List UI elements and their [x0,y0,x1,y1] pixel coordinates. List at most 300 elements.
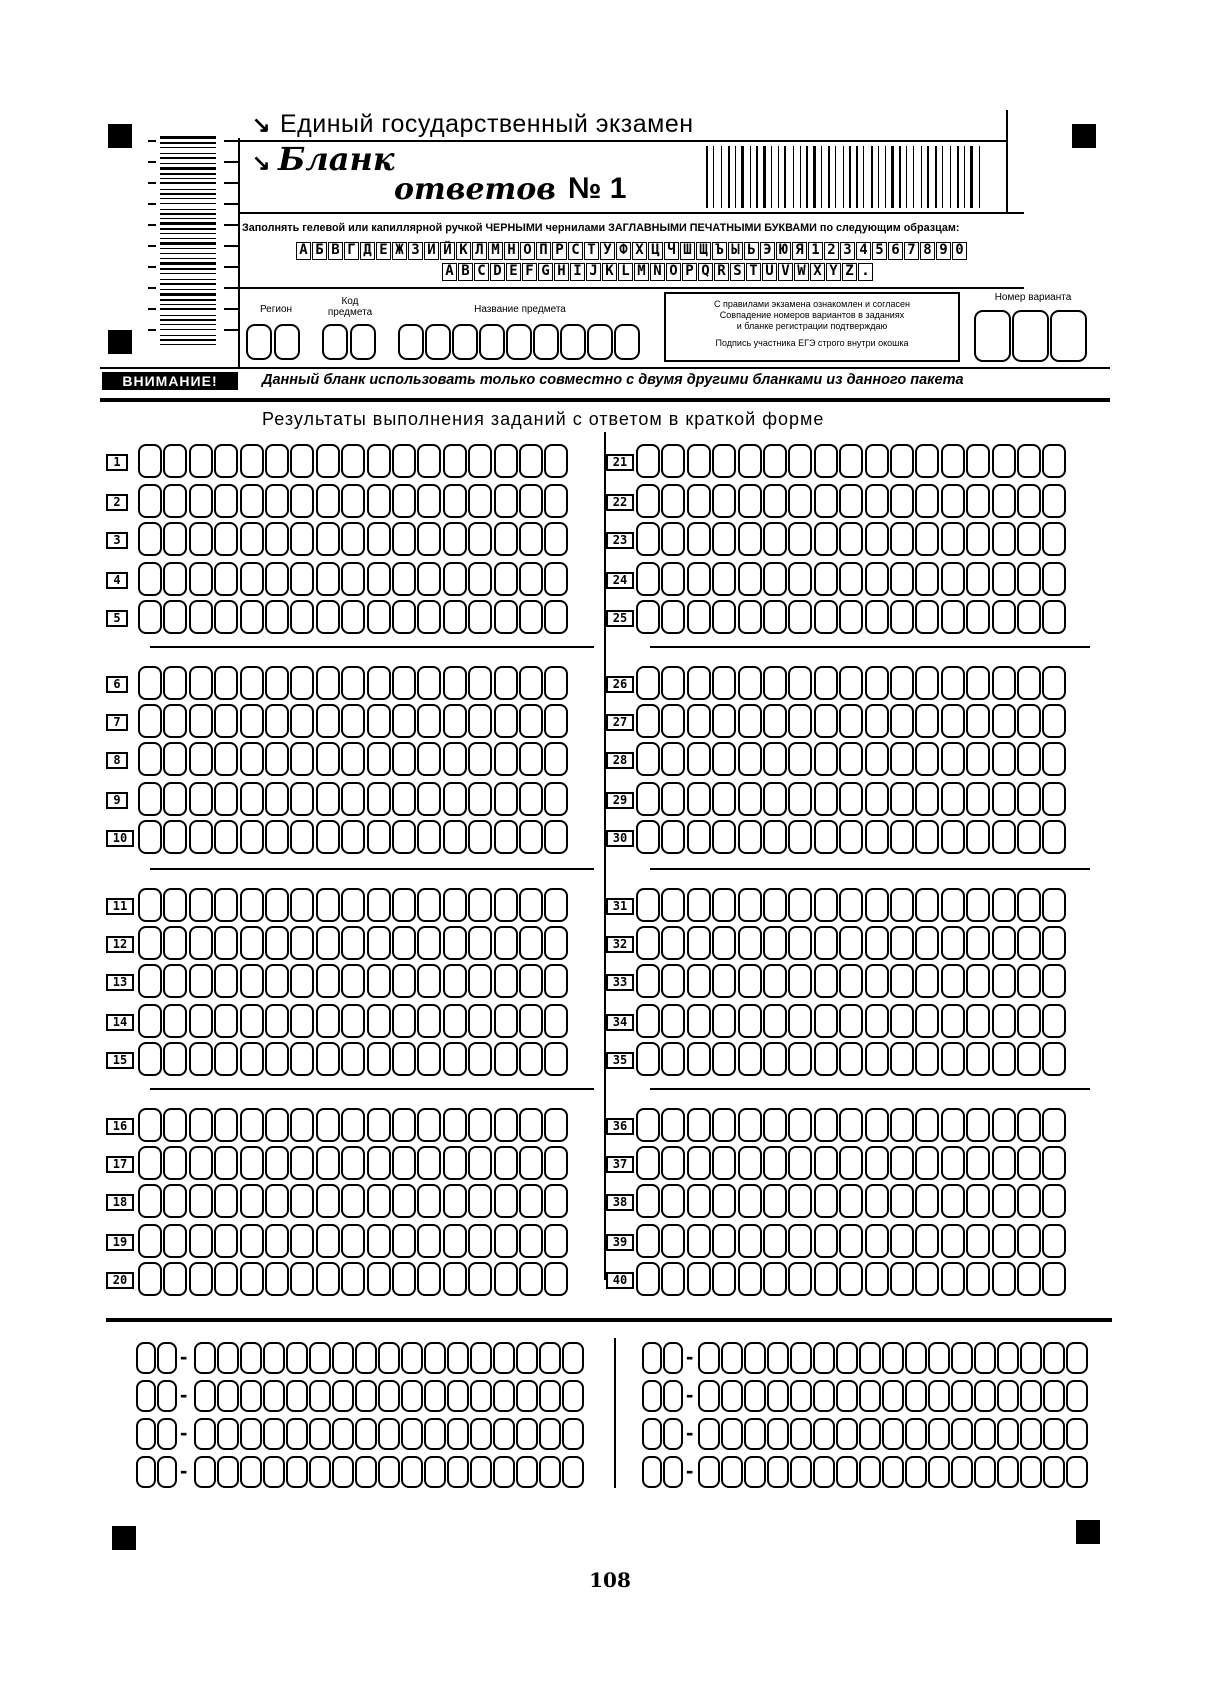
answer-cell[interactable] [712,444,736,478]
answer-cell[interactable] [992,666,1016,700]
answer-cell[interactable] [341,1262,365,1296]
answer-cell[interactable] [367,1108,391,1142]
answer-cell[interactable] [1042,444,1066,478]
answer-cell[interactable] [865,444,889,478]
answer-cell[interactable] [443,1224,467,1258]
replacement-answer-cell[interactable] [836,1456,858,1488]
replacement-answer-cell[interactable] [447,1456,469,1488]
answer-cell[interactable] [290,666,314,700]
answer-cell[interactable] [865,1146,889,1180]
answer-cell[interactable] [138,1042,162,1076]
replacement-answer-cell[interactable] [997,1342,1019,1374]
answer-cell[interactable] [494,444,518,478]
replacement-answer-cell[interactable] [1043,1456,1065,1488]
answer-cell[interactable] [738,444,762,478]
answer-cell[interactable] [189,1262,213,1296]
answer-cell[interactable] [519,888,543,922]
replacement-task-cell[interactable] [157,1380,177,1412]
replacement-answer-cell[interactable] [309,1456,331,1488]
answer-cell[interactable] [763,926,787,960]
answer-cell[interactable] [417,1184,441,1218]
answer-cell[interactable] [494,926,518,960]
replacement-answer-cell[interactable] [928,1418,950,1450]
answer-cell[interactable] [788,888,812,922]
answer-cell[interactable] [1017,1184,1041,1218]
answer-cell[interactable] [1042,742,1066,776]
answer-cell[interactable] [341,1108,365,1142]
answer-cell[interactable] [214,742,238,776]
answer-cell[interactable] [890,964,914,998]
answer-cell[interactable] [763,484,787,518]
replacement-answer-cell[interactable] [905,1380,927,1412]
answer-cell[interactable] [966,562,990,596]
answer-cell[interactable] [189,1184,213,1218]
answer-cell[interactable] [636,964,660,998]
answer-cell[interactable] [443,964,467,998]
answer-cell[interactable] [738,522,762,556]
answer-cell[interactable] [763,1184,787,1218]
answer-cell[interactable] [788,666,812,700]
answer-cell[interactable] [392,1146,416,1180]
answer-cell[interactable] [392,1004,416,1038]
answer-cell[interactable] [788,926,812,960]
replacement-answer-cell[interactable] [539,1456,561,1488]
answer-cell[interactable] [966,926,990,960]
answer-cell[interactable] [443,1184,467,1218]
answer-cell[interactable] [443,888,467,922]
answer-cell[interactable] [966,600,990,634]
answer-cell[interactable] [417,926,441,960]
answer-cell[interactable] [468,1224,492,1258]
answer-cell[interactable] [814,600,838,634]
answer-cell[interactable] [839,1108,863,1142]
answer-cell[interactable] [189,964,213,998]
answer-cell[interactable] [240,484,264,518]
answer-cell[interactable] [443,562,467,596]
answer-cell[interactable] [1017,1108,1041,1142]
answer-cell[interactable] [788,820,812,854]
answer-cell[interactable] [636,600,660,634]
answer-cell[interactable] [544,1262,568,1296]
answer-cell[interactable] [992,484,1016,518]
replacement-answer-cell[interactable] [1020,1456,1042,1488]
replacement-answer-cell[interactable] [516,1342,538,1374]
answer-cell[interactable] [865,484,889,518]
replacement-answer-cell[interactable] [767,1418,789,1450]
replacement-answer-cell[interactable] [217,1380,239,1412]
answer-cell[interactable] [544,522,568,556]
answer-cell[interactable] [712,888,736,922]
answer-cell[interactable] [636,562,660,596]
answer-cell[interactable] [839,704,863,738]
answer-cell[interactable] [788,1146,812,1180]
answer-cell[interactable] [367,1184,391,1218]
answer-cell[interactable] [240,782,264,816]
answer-cell[interactable] [468,1146,492,1180]
subject-name-cell[interactable] [614,324,640,360]
replacement-answer-cell[interactable] [928,1456,950,1488]
answer-cell[interactable] [214,1004,238,1038]
replacement-answer-cell[interactable] [286,1380,308,1412]
answer-cell[interactable] [214,600,238,634]
answer-cell[interactable] [214,704,238,738]
answer-cell[interactable] [941,600,965,634]
replacement-answer-cell[interactable] [744,1380,766,1412]
answer-cell[interactable] [214,820,238,854]
replacement-answer-cell[interactable] [790,1342,812,1374]
answer-cell[interactable] [544,742,568,776]
answer-cell[interactable] [636,820,660,854]
answer-cell[interactable] [712,964,736,998]
answer-cell[interactable] [915,782,939,816]
answer-cell[interactable] [163,1108,187,1142]
answer-cell[interactable] [915,562,939,596]
answer-cell[interactable] [915,1224,939,1258]
replacement-answer-cell[interactable] [447,1380,469,1412]
replacement-answer-cell[interactable] [424,1342,446,1374]
answer-cell[interactable] [138,742,162,776]
answer-cell[interactable] [788,484,812,518]
replacement-task-cell[interactable] [136,1418,156,1450]
answer-cell[interactable] [443,1004,467,1038]
answer-cell[interactable] [1017,522,1041,556]
answer-cell[interactable] [1042,888,1066,922]
answer-cell[interactable] [214,1262,238,1296]
answer-cell[interactable] [1017,484,1041,518]
replacement-answer-cell[interactable] [698,1456,720,1488]
answer-cell[interactable] [417,888,441,922]
answer-cell[interactable] [890,704,914,738]
answer-cell[interactable] [738,484,762,518]
answer-cell[interactable] [636,926,660,960]
answer-cell[interactable] [290,820,314,854]
replacement-answer-cell[interactable] [767,1380,789,1412]
answer-cell[interactable] [316,888,340,922]
answer-cell[interactable] [839,666,863,700]
answer-cell[interactable] [992,1224,1016,1258]
answer-cell[interactable] [163,1042,187,1076]
replacement-answer-cell[interactable] [1020,1342,1042,1374]
answer-cell[interactable] [992,926,1016,960]
answer-cell[interactable] [214,1224,238,1258]
answer-cell[interactable] [417,522,441,556]
answer-cell[interactable] [341,926,365,960]
answer-cell[interactable] [788,1184,812,1218]
answer-cell[interactable] [941,1262,965,1296]
replacement-answer-cell[interactable] [790,1380,812,1412]
answer-cell[interactable] [544,820,568,854]
answer-cell[interactable] [966,888,990,922]
answer-cell[interactable] [341,1224,365,1258]
answer-cell[interactable] [290,1146,314,1180]
answer-cell[interactable] [788,1108,812,1142]
answer-cell[interactable] [138,562,162,596]
answer-cell[interactable] [890,600,914,634]
answer-cell[interactable] [992,1108,1016,1142]
answer-cell[interactable] [189,926,213,960]
answer-cell[interactable] [992,742,1016,776]
answer-cell[interactable] [1042,704,1066,738]
answer-cell[interactable] [265,742,289,776]
answer-cell[interactable] [189,742,213,776]
answer-cell[interactable] [468,484,492,518]
answer-cell[interactable] [763,1042,787,1076]
answer-cell[interactable] [189,1042,213,1076]
subject-name-cell[interactable] [425,324,451,360]
answer-cell[interactable] [738,600,762,634]
answer-cell[interactable] [189,704,213,738]
answer-cell[interactable] [189,444,213,478]
replacement-answer-cell[interactable] [698,1342,720,1374]
replacement-answer-cell[interactable] [1066,1418,1088,1450]
answer-cell[interactable] [417,742,441,776]
answer-cell[interactable] [367,1004,391,1038]
replacement-task-cell[interactable] [663,1342,683,1374]
answer-cell[interactable] [687,1224,711,1258]
answer-cell[interactable] [636,1262,660,1296]
answer-cell[interactable] [636,484,660,518]
answer-cell[interactable] [814,888,838,922]
replacement-answer-cell[interactable] [928,1380,950,1412]
answer-cell[interactable] [544,704,568,738]
answer-cell[interactable] [189,522,213,556]
answer-cell[interactable] [367,1262,391,1296]
answer-cell[interactable] [443,1262,467,1296]
answer-cell[interactable] [392,782,416,816]
answer-cell[interactable] [138,704,162,738]
answer-cell[interactable] [494,964,518,998]
answer-cell[interactable] [341,704,365,738]
answer-cell[interactable] [443,820,467,854]
answer-cell[interactable] [290,1262,314,1296]
answer-cell[interactable] [316,444,340,478]
answer-cell[interactable] [189,888,213,922]
answer-cell[interactable] [763,742,787,776]
replacement-task-cell[interactable] [642,1456,662,1488]
answer-cell[interactable] [839,964,863,998]
answer-cell[interactable] [661,444,685,478]
answer-cell[interactable] [316,1224,340,1258]
answer-cell[interactable] [941,1146,965,1180]
answer-cell[interactable] [738,1262,762,1296]
answer-cell[interactable] [941,1108,965,1142]
answer-cell[interactable] [290,1004,314,1038]
replacement-answer-cell[interactable] [859,1380,881,1412]
answer-cell[interactable] [738,1184,762,1218]
replacement-answer-cell[interactable] [263,1380,285,1412]
answer-cell[interactable] [417,562,441,596]
subject-name-cell[interactable] [398,324,424,360]
replacement-answer-cell[interactable] [470,1418,492,1450]
answer-cell[interactable] [839,562,863,596]
replacement-task-cell[interactable] [136,1380,156,1412]
answer-cell[interactable] [1042,1108,1066,1142]
answer-cell[interactable] [290,522,314,556]
answer-cell[interactable] [738,742,762,776]
answer-cell[interactable] [443,782,467,816]
answer-cell[interactable] [316,782,340,816]
answer-cell[interactable] [316,1146,340,1180]
replacement-answer-cell[interactable] [974,1380,996,1412]
replacement-answer-cell[interactable] [1020,1418,1042,1450]
answer-cell[interactable] [519,742,543,776]
replacement-answer-cell[interactable] [470,1380,492,1412]
answer-cell[interactable] [966,444,990,478]
answer-cell[interactable] [544,964,568,998]
answer-cell[interactable] [468,742,492,776]
answer-cell[interactable] [544,562,568,596]
replacement-answer-cell[interactable] [539,1418,561,1450]
answer-cell[interactable] [468,522,492,556]
answer-cell[interactable] [138,444,162,478]
answer-cell[interactable] [1042,820,1066,854]
replacement-answer-cell[interactable] [882,1342,904,1374]
answer-cell[interactable] [214,1184,238,1218]
answer-cell[interactable] [1042,1004,1066,1038]
answer-cell[interactable] [763,888,787,922]
answer-cell[interactable] [687,1184,711,1218]
answer-cell[interactable] [992,964,1016,998]
answer-cell[interactable] [814,1108,838,1142]
answer-cell[interactable] [189,1224,213,1258]
answer-cell[interactable] [941,820,965,854]
answer-cell[interactable] [661,600,685,634]
answer-cell[interactable] [687,964,711,998]
answer-cell[interactable] [865,522,889,556]
replacement-answer-cell[interactable] [790,1456,812,1488]
answer-cell[interactable] [468,1108,492,1142]
answer-cell[interactable] [316,522,340,556]
answer-cell[interactable] [468,562,492,596]
answer-cell[interactable] [341,1004,365,1038]
answer-cell[interactable] [265,1108,289,1142]
answer-cell[interactable] [519,1224,543,1258]
replacement-answer-cell[interactable] [309,1418,331,1450]
answer-cell[interactable] [214,666,238,700]
answer-cell[interactable] [712,1184,736,1218]
answer-cell[interactable] [214,562,238,596]
answer-cell[interactable] [494,1262,518,1296]
answer-cell[interactable] [240,522,264,556]
answer-cell[interactable] [865,820,889,854]
subject-name-cell[interactable] [506,324,532,360]
answer-cell[interactable] [544,926,568,960]
answer-cell[interactable] [941,1042,965,1076]
replacement-answer-cell[interactable] [240,1418,262,1450]
answer-cell[interactable] [915,1146,939,1180]
answer-cell[interactable] [992,1042,1016,1076]
answer-cell[interactable] [839,820,863,854]
answer-cell[interactable] [417,820,441,854]
replacement-task-cell[interactable] [663,1380,683,1412]
replacement-answer-cell[interactable] [194,1342,216,1374]
answer-cell[interactable] [519,1146,543,1180]
answer-cell[interactable] [519,1004,543,1038]
answer-cell[interactable] [814,1262,838,1296]
answer-cell[interactable] [240,820,264,854]
answer-cell[interactable] [1042,1146,1066,1180]
answer-cell[interactable] [865,1108,889,1142]
answer-cell[interactable] [138,888,162,922]
answer-cell[interactable] [687,600,711,634]
answer-cell[interactable] [788,444,812,478]
answer-cell[interactable] [915,666,939,700]
answer-cell[interactable] [839,1004,863,1038]
replacement-answer-cell[interactable] [951,1456,973,1488]
answer-cell[interactable] [636,742,660,776]
answer-cell[interactable] [661,926,685,960]
variant-cell[interactable] [1050,310,1087,362]
answer-cell[interactable] [265,1146,289,1180]
answer-cell[interactable] [788,742,812,776]
answer-cell[interactable] [163,1262,187,1296]
answer-cell[interactable] [763,820,787,854]
answer-cell[interactable] [915,1184,939,1218]
answer-cell[interactable] [1042,782,1066,816]
replacement-answer-cell[interactable] [974,1456,996,1488]
answer-cell[interactable] [316,600,340,634]
answer-cell[interactable] [290,1224,314,1258]
answer-cell[interactable] [661,666,685,700]
replacement-answer-cell[interactable] [424,1380,446,1412]
answer-cell[interactable] [316,1108,340,1142]
answer-cell[interactable] [392,926,416,960]
answer-cell[interactable] [1017,742,1041,776]
answer-cell[interactable] [966,1262,990,1296]
replacement-answer-cell[interactable] [355,1380,377,1412]
answer-cell[interactable] [661,1224,685,1258]
answer-cell[interactable] [687,742,711,776]
answer-cell[interactable] [1042,484,1066,518]
answer-cell[interactable] [519,1042,543,1076]
replacement-answer-cell[interactable] [332,1380,354,1412]
answer-cell[interactable] [738,964,762,998]
answer-cell[interactable] [494,562,518,596]
answer-cell[interactable] [494,600,518,634]
answer-cell[interactable] [417,1224,441,1258]
answer-cell[interactable] [738,888,762,922]
answer-cell[interactable] [966,1004,990,1038]
answer-cell[interactable] [712,484,736,518]
replacement-answer-cell[interactable] [813,1380,835,1412]
answer-cell[interactable] [138,1004,162,1038]
answer-cell[interactable] [265,1184,289,1218]
answer-cell[interactable] [1017,926,1041,960]
answer-cell[interactable] [163,926,187,960]
answer-cell[interactable] [966,782,990,816]
answer-cell[interactable] [265,926,289,960]
answer-cell[interactable] [214,444,238,478]
answer-cell[interactable] [738,782,762,816]
answer-cell[interactable] [189,782,213,816]
answer-cell[interactable] [392,1262,416,1296]
answer-cell[interactable] [1017,600,1041,634]
answer-cell[interactable] [341,444,365,478]
answer-cell[interactable] [661,1262,685,1296]
answer-cell[interactable] [443,522,467,556]
answer-cell[interactable] [992,1262,1016,1296]
answer-cell[interactable] [992,1004,1016,1038]
answer-cell[interactable] [417,1262,441,1296]
answer-cell[interactable] [494,820,518,854]
answer-cell[interactable] [316,742,340,776]
replacement-answer-cell[interactable] [332,1418,354,1450]
answer-cell[interactable] [240,704,264,738]
answer-cell[interactable] [941,926,965,960]
answer-cell[interactable] [941,484,965,518]
answer-cell[interactable] [240,1108,264,1142]
replacement-answer-cell[interactable] [401,1456,423,1488]
